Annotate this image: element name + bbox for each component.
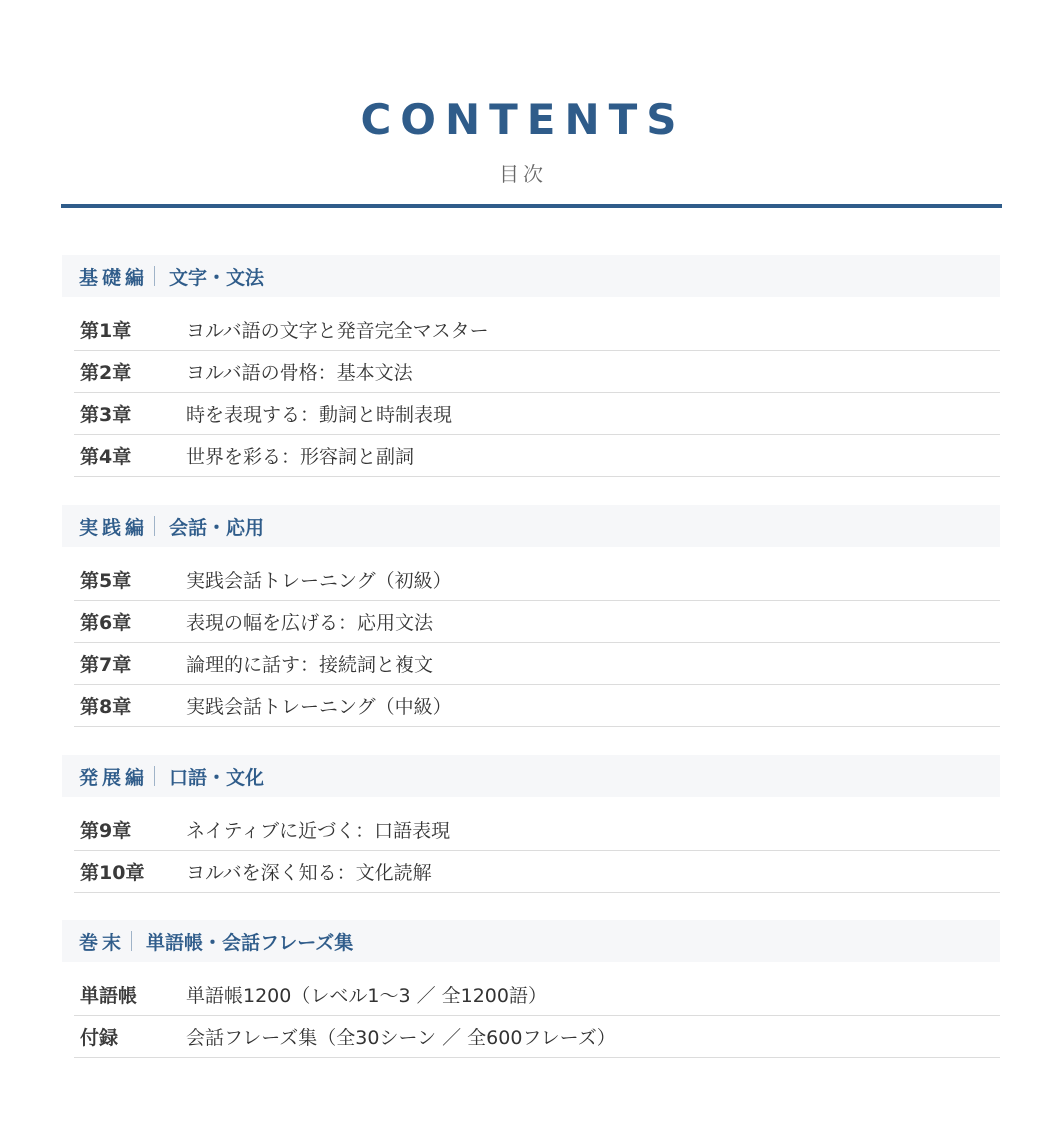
section-category: 実践編 [79, 516, 149, 539]
chapter-title: 実践会話トレーニング（初級） [186, 570, 452, 592]
chapter-number: 単語帳 [80, 985, 138, 1007]
chapter-title: 論理的に話す：接続詞と複文 [186, 654, 434, 676]
section-category: 発展編 [79, 766, 149, 789]
section-category: 基礎編 [79, 266, 149, 289]
section-separator [154, 266, 155, 286]
chapter-number: 第10章 [80, 862, 145, 884]
chapter-title: 実践会話トレーニング（中級） [186, 696, 452, 718]
chapter-number: 第3章 [80, 404, 132, 426]
chapter-title: 世界を彩る：形容詞と副詞 [186, 446, 415, 468]
section-separator [131, 931, 132, 951]
chapter-title: 時を表現する：動詞と時制表現 [186, 404, 453, 426]
page-subtitle: 目次 [499, 162, 547, 186]
chapter-row[interactable] [74, 601, 1000, 643]
chapter-title: ヨルバを深く知る：文化読解 [186, 862, 432, 884]
chapter-number: 第8章 [80, 696, 132, 718]
section-advanced [62, 755, 1000, 893]
section-topic: 口語・文化 [169, 766, 265, 789]
chapter-number: 付録 [80, 1027, 119, 1049]
chapter-number: 第1章 [80, 320, 132, 342]
chapter-row[interactable] [74, 643, 1000, 685]
chapter-title: ヨルバ語の文字と発音完全マスター [186, 320, 489, 342]
chapter-row[interactable] [74, 559, 1000, 601]
section-practice [62, 505, 1000, 727]
page-title: CONTENTS [360, 95, 686, 144]
chapter-row[interactable] [74, 1016, 1000, 1058]
chapter-number: 第9章 [80, 820, 132, 842]
section-separator [154, 766, 155, 786]
chapter-title: 表現の幅を広げる：応用文法 [186, 612, 434, 634]
section-header [62, 755, 1000, 797]
section-header [62, 505, 1000, 547]
chapter-title: 単語帳1200（レベル1〜3 ／ 全1200語） [186, 985, 547, 1007]
chapter-row[interactable] [74, 351, 1000, 393]
chapter-row[interactable] [74, 393, 1000, 435]
section-topic: 単語帳・会話フレーズ集 [146, 931, 354, 954]
title-divider [61, 204, 1002, 208]
chapter-title: 会話フレーズ集（全30シーン ／ 全600フレーズ） [186, 1027, 616, 1049]
section-separator [154, 516, 155, 536]
chapter-number: 第7章 [80, 654, 132, 676]
chapter-row[interactable] [74, 685, 1000, 727]
section-topic: 会話・応用 [169, 516, 265, 539]
section-category: 巻末 [79, 931, 126, 954]
chapter-row[interactable] [74, 851, 1000, 893]
section-topic: 文字・文法 [169, 266, 265, 289]
chapter-number: 第2章 [80, 362, 132, 384]
section-header [62, 920, 1000, 962]
chapter-title: ネイティブに近づく：口語表現 [186, 820, 451, 842]
chapter-row[interactable] [74, 309, 1000, 351]
section-basics [62, 255, 1000, 477]
chapter-title: ヨルバ語の骨格：基本文法 [186, 362, 413, 384]
chapter-row[interactable] [74, 435, 1000, 477]
chapter-row[interactable] [74, 809, 1000, 851]
chapter-number: 第5章 [80, 570, 132, 592]
chapter-row[interactable] [74, 974, 1000, 1016]
chapter-number: 第6章 [80, 612, 132, 634]
section-appendix [62, 920, 1000, 1058]
section-header [62, 255, 1000, 297]
chapter-number: 第4章 [80, 446, 132, 468]
